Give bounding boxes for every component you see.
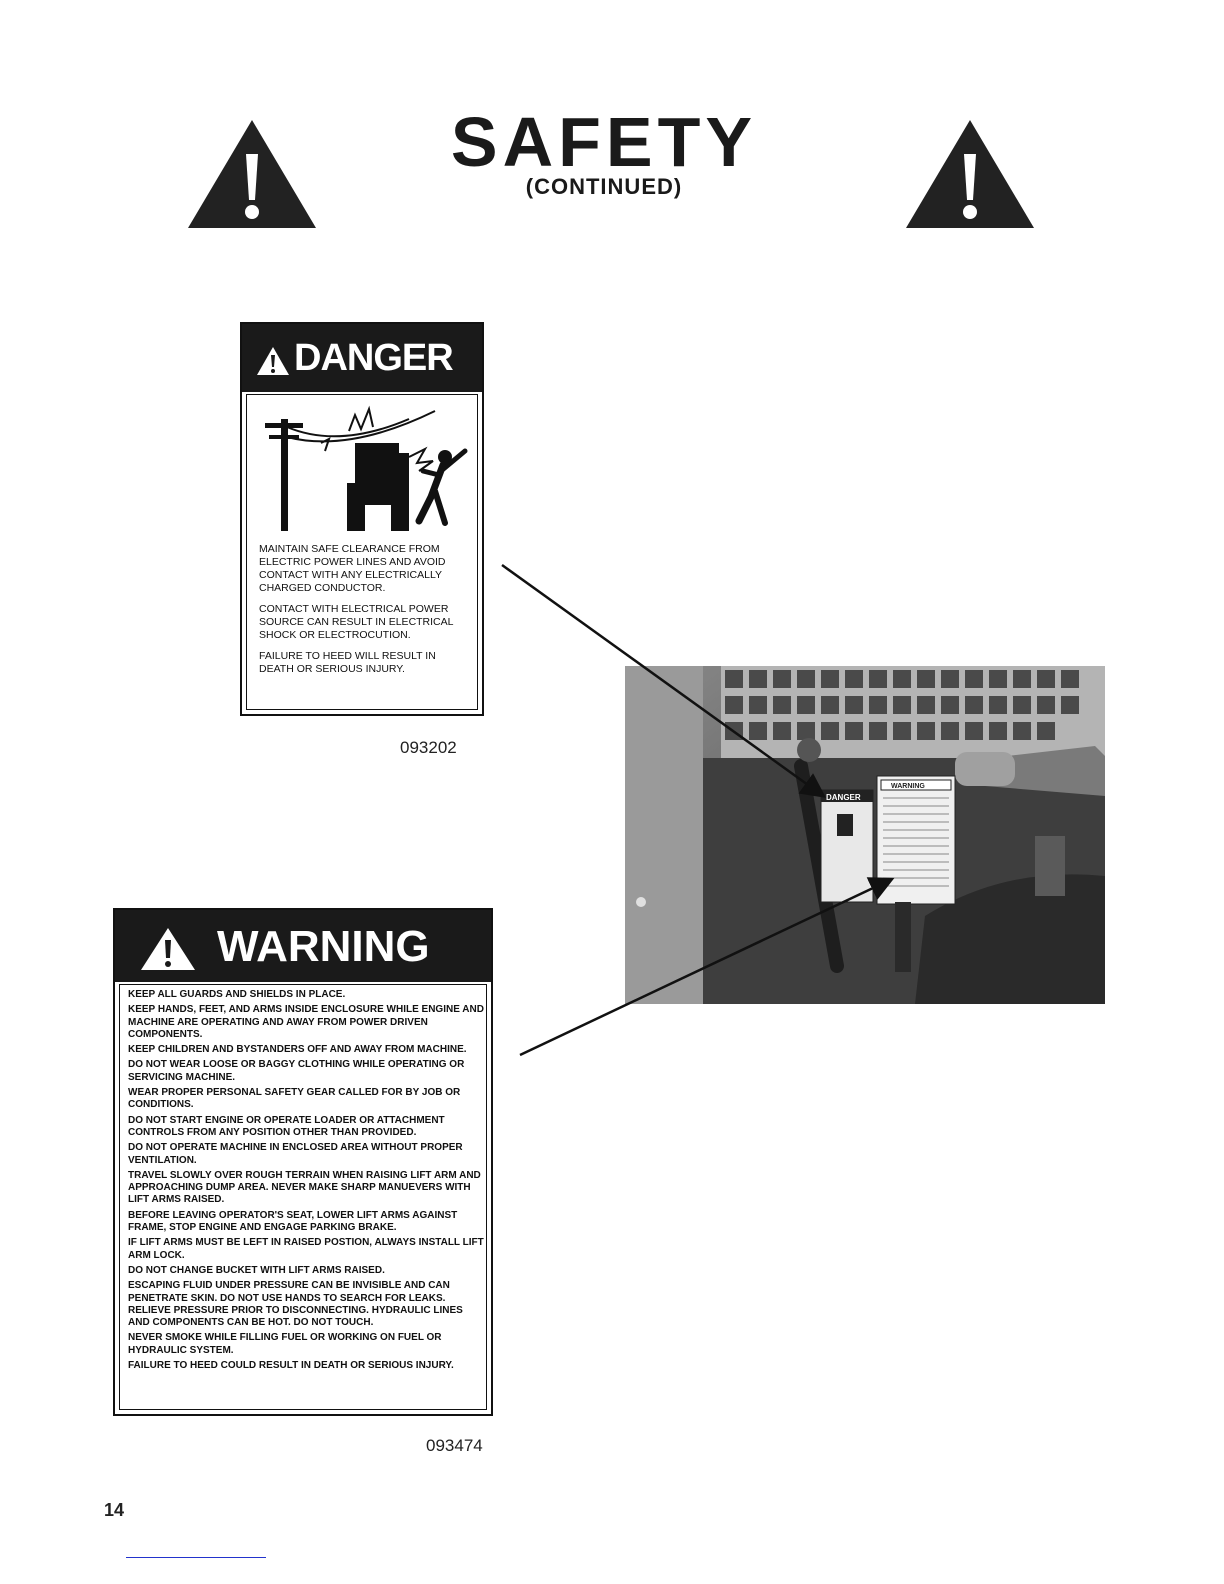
- electrocution-hazard-icon: [259, 401, 471, 533]
- alert-triangle-icon: [256, 346, 290, 376]
- warning-item: TRAVEL SLOWLY OVER ROUGH TERRAIN WHEN RAISING LIFT ARM AND APPROACHING DUMP AREA. NEVER MAKE SHARP MANUEVERS WITH LIFT ARMS RAISED.: [128, 1169, 481, 1206]
- warning-item: DO NOT CHANGE BUCKET WITH LIFT ARMS RAISED.: [128, 1264, 385, 1276]
- machine-cab-photo: [625, 666, 1105, 1004]
- warning-item: FAILURE TO HEED COULD RESULT IN DEATH OR SERIOUS INJURY.: [128, 1360, 454, 1372]
- danger-part-number: 093202: [400, 738, 457, 757]
- warning-header-text: WARNING: [217, 922, 430, 971]
- warning-body: [119, 984, 487, 1410]
- alert-triangle-icon: [139, 926, 197, 972]
- page-subtitle: (CONTINUED): [525, 174, 683, 199]
- warning-item: WEAR PROPER PERSONAL SAFETY GEAR CALLED FOR BY JOB OR CONDITIONS.: [128, 1087, 461, 1111]
- mini-danger-label: DANGER: [826, 793, 861, 802]
- warning-item: KEEP ALL GUARDS AND SHIELDS IN PLACE.: [128, 989, 346, 1000]
- warning-item: KEEP CHILDREN AND BYSTANDERS OFF AND AWAY FROM MACHINE.: [128, 1044, 467, 1056]
- warning-item: NEVER SMOKE WHILE FILLING FUEL OR WORKING ON FUEL OR HYDRAULIC SYSTEM.: [128, 1332, 442, 1356]
- warning-part-number: 093474: [426, 1436, 483, 1455]
- danger-paragraph: FAILURE TO HEED WILL RESULT IN DEATH OR SERIOUS INJURY.: [259, 650, 436, 675]
- warning-item: DO NOT WEAR LOOSE OR BAGGY CLOTHING WHILE OPERATING OR SERVICING MACHINE.: [128, 1059, 465, 1083]
- warning-item: DO NOT OPERATE MACHINE IN ENCLOSED AREA WITHOUT PROPER VENTILATION.: [128, 1142, 463, 1166]
- warning-triangle-icon: [904, 118, 1036, 230]
- page-title: SAFETY: [450, 103, 758, 181]
- warning-decal: [113, 908, 493, 1416]
- danger-header: [242, 324, 482, 392]
- footer-rule: [126, 1557, 266, 1558]
- danger-paragraph: MAINTAIN SAFE CLEARANCE FROM ELECTRIC POWER LINES AND AVOID CONTACT WITH ANY ELECTRICALLY CHARGED CONDUCTOR.: [259, 543, 446, 594]
- warning-item: DO NOT START ENGINE OR OPERATE LOADER OR ATTACHMENT CONTROLS FROM ANY POSITION OTHER THAN PROVIDED.: [128, 1114, 445, 1138]
- page-number: 14: [104, 1500, 125, 1520]
- warning-item: BEFORE LEAVING OPERATOR'S SEAT, LOWER LIFT ARMS AGAINST FRAME, STOP ENGINE AND ENGAGE PARKING BRAKE.: [128, 1209, 458, 1234]
- warning-item: ESCAPING FLUID UNDER PRESSURE CAN BE INVISIBLE AND CAN PENETRATE SKIN. DO NOT USE HANDS TO SEARCH FOR LEAKS. RELIEVE PRESSURE PRIOR TO DISCONNECTING. HYDRAULIC LINES AND COMPONENTS CAN BE HOT. DO NOT TOUCH.: [128, 1280, 463, 1329]
- danger-decal: [240, 322, 484, 716]
- danger-paragraph: CONTACT WITH ELECTRICAL POWER SOURCE CAN RESULT IN ELECTRICAL SHOCK OR ELECTROCUTION.: [259, 603, 454, 641]
- danger-text: [259, 543, 467, 684]
- warning-list: [128, 989, 484, 1375]
- warning-item: KEEP HANDS, FEET, AND ARMS INSIDE ENCLOSURE WHILE ENGINE AND MACHINE ARE OPERATING AND AWAY FROM POWER DRIVEN COMPONENTS.: [128, 1004, 484, 1040]
- mini-warning-label: WARNING: [891, 783, 925, 790]
- warning-item: IF LIFT ARMS MUST BE LEFT IN RAISED POSTION, ALWAYS INSTALL LIFT ARM LOCK.: [128, 1237, 484, 1261]
- danger-header-text: DANGER: [294, 337, 453, 379]
- danger-body: [246, 394, 478, 710]
- warning-header: [115, 910, 491, 982]
